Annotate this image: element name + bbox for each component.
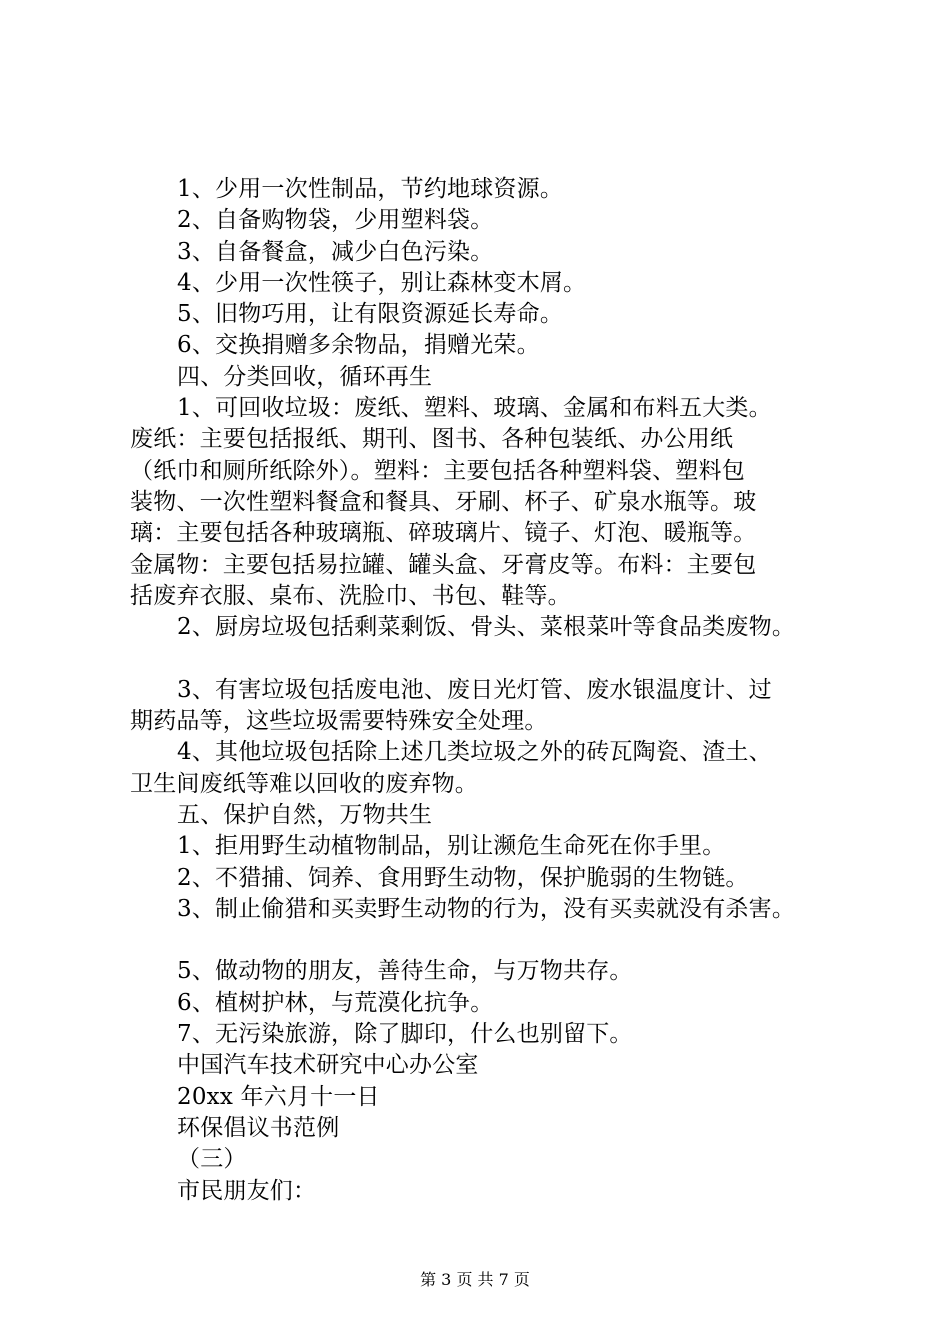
- text-line: 4、少用一次性筷子，别让森林变木屑。: [177, 269, 587, 296]
- text-line: 4、其他垃圾包括除上述几类垃圾之外的砖瓦陶瓷、渣土、: [177, 739, 772, 766]
- text-line: 四、分类回收，循环再生: [177, 363, 433, 390]
- text-line: 3、有害垃圾包括废电池、废日光灯管、废水银温度计、过: [177, 676, 772, 703]
- text-line: 五、保护自然，万物共生: [177, 801, 433, 828]
- text-line: 1、可回收垃圾：废纸、塑料、玻璃、金属和布料五大类。: [177, 395, 772, 422]
- text-line: 7、无污染旅游，除了脚印，什么也别留下。: [177, 1021, 633, 1048]
- text-line: 1、拒用野生动植物制品，别让濒危生命死在你手里。: [177, 833, 726, 860]
- text-line: 废纸：主要包括报纸、期刊、图书、各种包装纸、办公用纸: [130, 426, 734, 453]
- text-line: 3、制止偷猎和买卖野生动物的行为，没有买卖就没有杀害。: [177, 895, 796, 922]
- text-line: （三）: [177, 1146, 247, 1173]
- text-line: 6、交换捐赠多余物品，捐赠光荣。: [177, 332, 540, 359]
- text-line: 2、自备购物袋，少用塑料袋。: [177, 207, 494, 234]
- text-line: 括废弃衣服、桌布、洗脸巾、书包、鞋等。: [130, 582, 571, 609]
- text-line: （纸巾和厕所纸除外）。塑料：主要包括各种塑料袋、塑料包: [130, 457, 745, 484]
- text-line: 6、植树护林，与荒漠化抗争。: [177, 989, 494, 1016]
- text-line: 卫生间废纸等难以回收的废弃物。: [130, 770, 478, 797]
- text-line: 5、做动物的朋友，善待生命，与万物共存。: [177, 958, 633, 985]
- text-line: 2、厨房垃圾包括剩菜剩饭、骨头、菜根菜叶等食品类废物。: [177, 614, 796, 641]
- blank-line: [130, 925, 850, 956]
- text-line: 5、旧物巧用，让有限资源延长寿命。: [177, 301, 564, 328]
- text-line: 市民朋友们：: [177, 1177, 317, 1204]
- text-line: 环保倡议书范例: [177, 1114, 340, 1141]
- text-line: 装物、一次性塑料餐盒和餐具、牙刷、杯子、矿泉水瓶等。玻: [130, 488, 757, 515]
- text-line: 中国汽车技术研究中心办公室: [177, 1052, 479, 1079]
- text-line: 金属物：主要包括易拉罐、罐头盒、牙膏皮等。布料：主要包: [130, 551, 757, 578]
- text-line: 1、少用一次性制品，节约地球资源。: [177, 176, 564, 202]
- page-footer: 第 3 页 共 7 页: [420, 1270, 530, 1289]
- document-body: [130, 174, 850, 1207]
- text-line: 3、自备餐盒，减少白色污染。: [177, 238, 494, 265]
- text-line: 20xx 年六月十一日: [177, 1083, 380, 1110]
- blank-line: [130, 643, 850, 674]
- text-line: 璃：主要包括各种玻璃瓶、碎玻璃片、镜子、灯泡、暖瓶等。: [130, 520, 757, 547]
- text-line: 期药品等，这些垃圾需要特殊安全处理。: [130, 708, 548, 735]
- text-line: 2、不猎捕、饲养、食用野生动物，保护脆弱的生物链。: [177, 864, 749, 891]
